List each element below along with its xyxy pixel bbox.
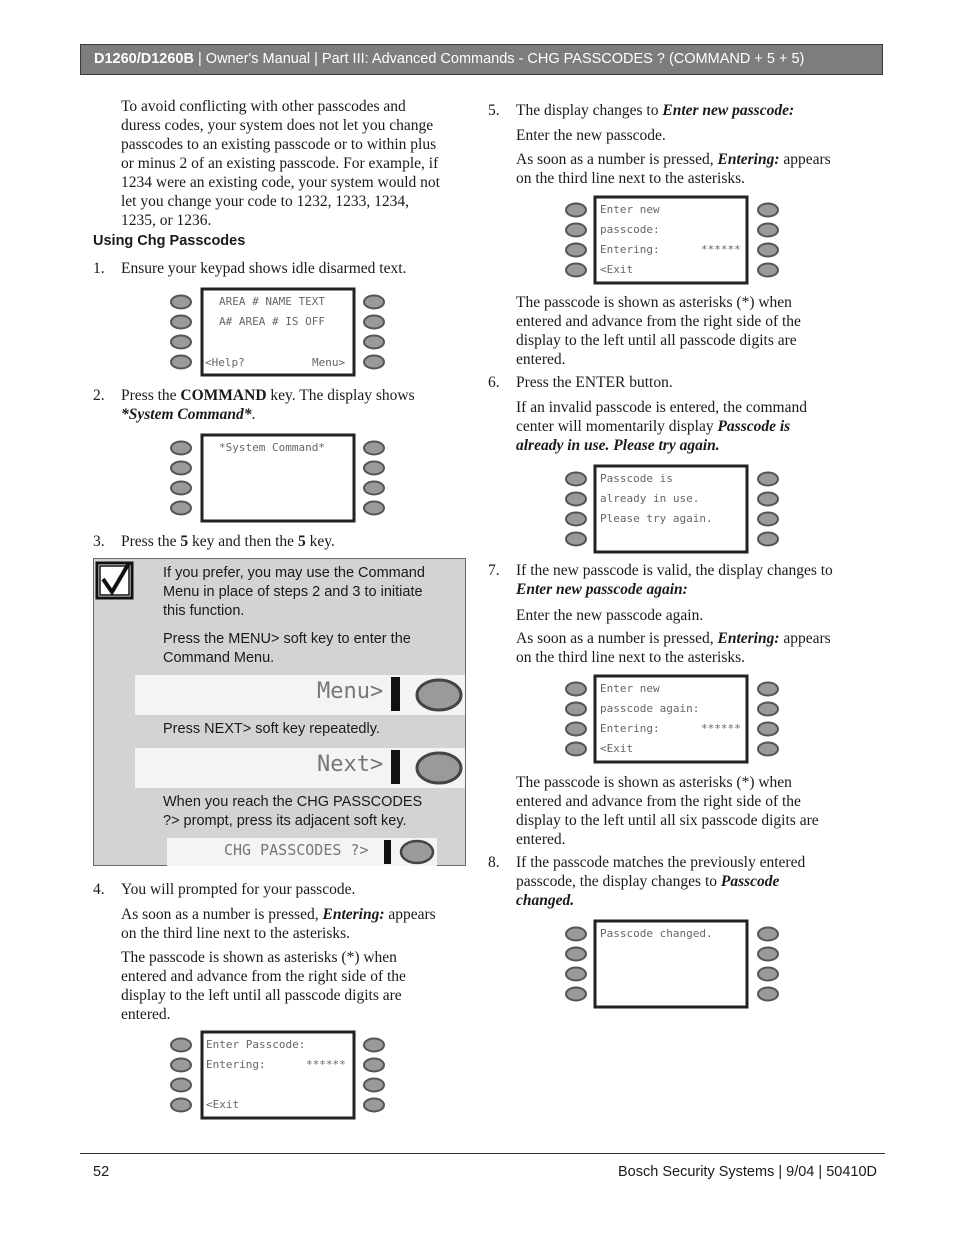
step4-asterisk-text: The passcode is shown as asterisks (*) when entered and advance from the right side of the display to the left until all passcode digits are entered. (121, 949, 406, 1023)
step-number: 2. (93, 387, 105, 404)
lcd-line-1: AREA # NAME TEXT (219, 295, 325, 308)
right-soft-keys (364, 296, 384, 369)
keypad-display-system-command (166, 432, 390, 524)
footer-divider (80, 1153, 885, 1154)
lcd-line-1: *System Command* (219, 441, 325, 454)
chg-passcodes-illustration (167, 838, 437, 866)
lcd-line-1: Passcode changed. (600, 927, 713, 940)
page-header (80, 44, 883, 75)
step-number: 7. (488, 562, 500, 579)
step1-text: Ensure your keypad shows idle disarmed text. (121, 260, 407, 277)
step-number: 3. (93, 533, 105, 550)
footer-publisher: Bosch Security Systems | 9/04 | 50410D (618, 1164, 877, 1180)
lcd-menu: Menu> (312, 356, 346, 369)
step8-text: If the passcode matches the previously entered passcode, the display changes to Passcode changed. (516, 854, 806, 909)
step6-text: Press the ENTER button. (516, 374, 673, 391)
lcd-line-1: Enter new (600, 203, 660, 216)
lcd-line-3: Please try again. (600, 512, 713, 525)
step5-enter: Enter the new passcode. (516, 127, 666, 144)
lcd-exit: <Exit (600, 263, 634, 276)
note-para-1: If you prefer, you may use the Command Menu in place of steps 2 and 3 to initiate this function. (163, 565, 425, 619)
lcd-help: <Help? (205, 356, 245, 369)
step4-text: You will prompted for your passcode. (121, 881, 356, 898)
step-number: 4. (93, 881, 105, 898)
intro-paragraph: To avoid conflicting with other passcodes and duress codes, your system does not let you change passcodes to an existing passcode or to within plus or minus 2 of an existing passcode. For example, if 1234 were an existing code, your system would not let you change your code to 1232, 1233, 1234, 1235, or 1236. (121, 98, 440, 229)
note-para-2: Press the MENU> soft key to enter the Command Menu. (163, 631, 411, 666)
next-softkey-illustration (135, 748, 465, 788)
step5-entering: As soon as a number is pressed, Entering: appears on the third line next to the asterisks. (516, 151, 831, 187)
lcd-asterisks: ****** (701, 243, 741, 256)
header-model: D1260/D1260B (94, 51, 194, 67)
chg-passcodes-label: CHG PASSCODES ?> (224, 841, 369, 859)
lcd-line-3: Entering: (600, 722, 660, 735)
note-para-4: When you reach the CHG PASSCODES ?> prompt, press its adjacent soft key. (163, 794, 423, 829)
keypad-display-enter-new-passcode-again (561, 673, 785, 765)
keypad-display-passcode-in-use (561, 463, 785, 555)
menu-softkey-illustration (135, 675, 465, 715)
keypad-display-enter-new-passcode (561, 194, 785, 286)
step-number: 1. (93, 260, 105, 277)
step2-text: Press the COMMAND key. The display shows *System Command*. (121, 387, 415, 423)
step7-asterisk-text: The passcode is shown as asterisks (*) when entered and advance from the right side of the display to the left until all six passcode digits are entered. (516, 774, 819, 848)
step-number: 8. (488, 854, 500, 871)
checkbox-icon (95, 561, 135, 601)
page-number: 52 (93, 1164, 110, 1180)
step7-enter: Enter the new passcode again. (516, 607, 704, 624)
step6-invalid: If an invalid passcode is entered, the command center will momentarily display Passcode is already in use. Please try again. (516, 399, 807, 454)
lcd-line-2: passcode again: (600, 702, 700, 715)
lcd-line-1: Enter Passcode: (206, 1038, 306, 1051)
lcd-exit: <Exit (206, 1098, 240, 1111)
step-number: 5. (488, 102, 500, 119)
left-soft-keys (171, 296, 191, 369)
lcd-line-2: A# AREA # IS OFF (219, 315, 325, 328)
note-para-3: Press NEXT> soft key repeatedly. (163, 721, 380, 737)
keypad-display-idle (166, 286, 390, 378)
keypad-display-passcode-changed (561, 918, 785, 1010)
header-title: | Owner's Manual | Part III: Advanced Commands - CHG PASSCODES ? (COMMAND + 5 + 5) (193, 51, 805, 67)
step7-text: If the new passcode is valid, the display changes to Enter new passcode again: (516, 562, 833, 598)
lcd-line-2: already in use. (600, 492, 700, 505)
lcd-line-1: Enter new (600, 682, 660, 695)
lcd-line-3: Entering: (600, 243, 660, 256)
keypad-display-enter-passcode (166, 1029, 390, 1121)
lcd-asterisks: ****** (306, 1058, 346, 1071)
step3-text: Press the 5 key and then the 5 key. (121, 533, 335, 550)
step-number: 6. (488, 374, 500, 391)
lcd-line-1: Passcode is (600, 472, 673, 485)
next-label: Next> (317, 752, 384, 777)
lcd-line-2: Entering: (206, 1058, 266, 1071)
step7-entering: As soon as a number is pressed, Entering: appears on the third line next to the asterisks. (516, 630, 831, 666)
lcd-line-2: passcode: (600, 223, 660, 236)
section-heading: Using Chg Passcodes (93, 233, 246, 249)
menu-label: Menu> (317, 679, 384, 704)
step5-text: The display changes to Enter new passcode: (516, 102, 795, 119)
step5-asterisk-text: The passcode is shown as asterisks (*) when entered and advance from the right side of the display to the left until all passcode digits are entered. (516, 294, 801, 368)
lcd-asterisks: ****** (701, 722, 741, 735)
step4-entering: As soon as a number is pressed, Entering: appears on the third line next to the asterisks. (121, 906, 436, 942)
lcd-exit: <Exit (600, 742, 634, 755)
